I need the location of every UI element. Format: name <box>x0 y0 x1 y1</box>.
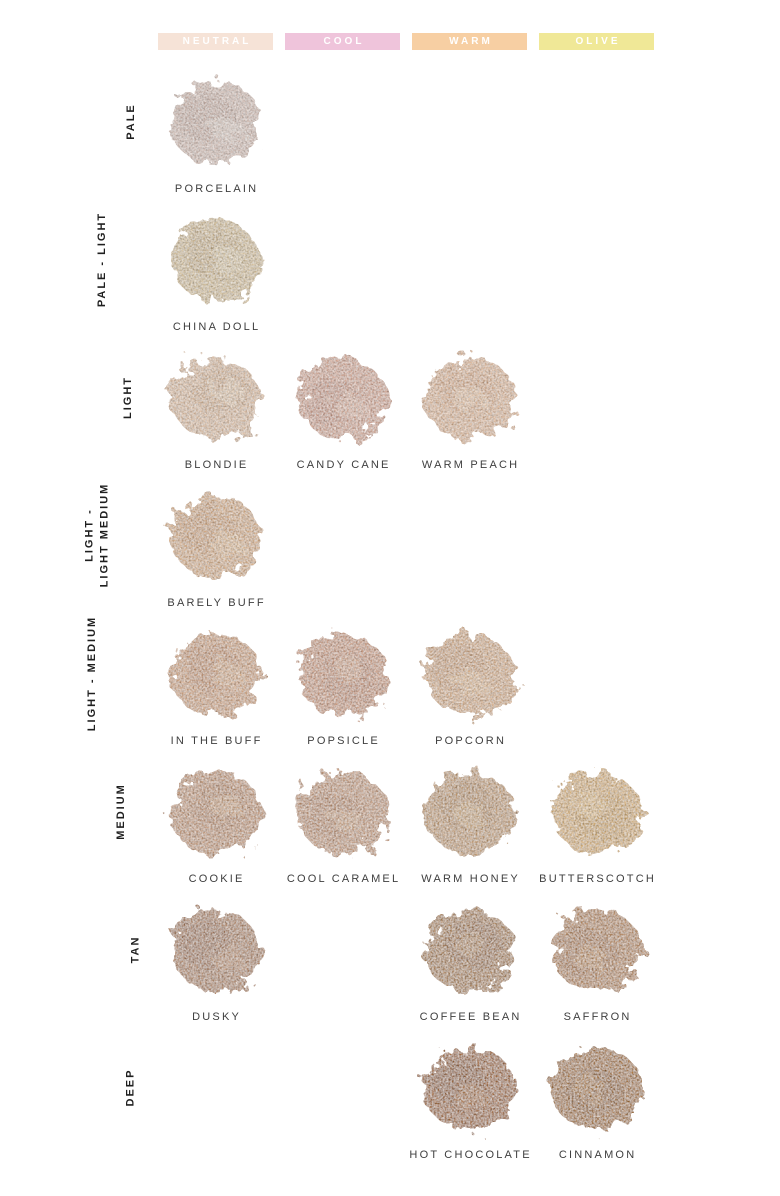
shade-name: CANDY CANE <box>296 459 391 471</box>
shade-name: BUTTERSCOTCH <box>539 873 657 885</box>
swatch-cell-light-neutral <box>152 336 279 474</box>
shade-name: WARM HONEY <box>421 873 520 885</box>
powder-swatch-image <box>153 482 279 596</box>
swatch-cell-pale-light-neutral <box>152 198 279 336</box>
powder-swatch-image <box>280 344 406 458</box>
swatch-cell-light-medium-neutral <box>152 612 279 750</box>
powder-swatch-image <box>153 68 279 182</box>
shade-name: WARM PEACH <box>421 459 520 471</box>
shade-name: COOL CARAMEL <box>286 873 401 885</box>
swatch-cell-light-warm <box>406 336 533 474</box>
swatch-cell-light-light-medium-cool <box>279 474 406 612</box>
swatch-cell-light-medium-warm <box>406 612 533 750</box>
powder-swatch-image <box>153 758 279 872</box>
row-label-line: LIGHT <box>122 375 134 419</box>
shade-row-deep <box>0 1026 780 1164</box>
swatch-cell-deep-olive <box>533 1026 660 1164</box>
powder-swatch-image <box>407 758 533 872</box>
swatch-cell-light-olive <box>533 336 660 474</box>
shade-row-pale-light <box>0 198 780 336</box>
shade-grid-rows <box>0 50 780 1164</box>
shade-row-light-light-medium <box>0 474 780 612</box>
shade-name: HOT CHOCOLATE <box>409 1149 532 1161</box>
row-label-cell <box>0 750 152 888</box>
swatch-cell-deep-neutral <box>152 1026 279 1164</box>
shade-name: POPCORN <box>435 735 507 747</box>
shade-row-tan <box>0 888 780 1026</box>
powder-swatch-image <box>534 896 660 1010</box>
column-header-olive: OLIVE <box>539 33 654 50</box>
powder-swatch-image <box>280 758 406 872</box>
row-label-line: DEEP <box>124 1068 137 1106</box>
swatch-cell-medium-warm <box>406 750 533 888</box>
swatch-cell-medium-olive <box>533 750 660 888</box>
powder-swatch-image <box>407 1034 533 1148</box>
powder-swatch-image <box>153 896 279 1010</box>
powder-swatch-image <box>153 206 279 320</box>
row-label-line: LIGHT - <box>83 508 96 562</box>
row-label-line: PALE <box>125 102 138 140</box>
swatch-cell-light-light-medium-neutral <box>152 474 279 612</box>
shade-row-light-medium <box>0 612 780 750</box>
row-label-cell <box>0 612 152 750</box>
column-headers <box>0 0 780 50</box>
row-label-line: LIGHT - MEDIUM <box>85 615 98 731</box>
powder-swatch-image <box>153 344 279 458</box>
swatch-cell-pale-olive <box>533 60 660 198</box>
header-gutter <box>0 33 152 50</box>
powder-swatch-image <box>534 1034 660 1148</box>
swatch-cell-tan-cool <box>279 888 406 1026</box>
shade-name: CINNAMON <box>558 1149 637 1161</box>
shade-row-medium <box>0 750 780 888</box>
swatch-cell-tan-olive <box>533 888 660 1026</box>
swatch-cell-medium-neutral <box>152 750 279 888</box>
swatch-cell-light-cool <box>279 336 406 474</box>
shade-name: BARELY BUFF <box>167 597 266 609</box>
swatch-cell-tan-warm <box>406 888 533 1026</box>
row-label <box>124 1068 139 1106</box>
swatch-cell-pale-warm <box>406 60 533 198</box>
swatch-cell-light-light-medium-warm <box>406 474 533 612</box>
row-label-line: TAN <box>129 935 142 963</box>
swatch-cell-pale-light-olive <box>533 198 660 336</box>
row-label <box>95 211 110 306</box>
shade-name: POPSICLE <box>307 735 380 747</box>
swatch-cell-pale-cool <box>279 60 406 198</box>
swatch-cell-deep-warm <box>406 1026 533 1164</box>
powder-swatch-image <box>407 344 533 458</box>
swatch-cell-deep-cool <box>279 1026 406 1164</box>
shade-name: SAFFRON <box>563 1011 632 1023</box>
shade-row-light <box>0 336 780 474</box>
swatch-cell-pale-light-warm <box>406 198 533 336</box>
shade-name: COOKIE <box>188 873 245 885</box>
swatch-cell-tan-neutral <box>152 888 279 1026</box>
shade-row-pale <box>0 60 780 198</box>
row-label-line: PALE - LIGHT <box>95 211 108 307</box>
column-header-warm: WARM <box>412 33 527 50</box>
swatch-cell-light-medium-olive <box>533 612 660 750</box>
shade-name: CHINA DOLL <box>172 321 261 333</box>
shade-name: IN THE BUFF <box>170 735 263 747</box>
swatch-cell-light-light-medium-olive <box>533 474 660 612</box>
row-label-cell <box>0 198 152 336</box>
row-label-line: MEDIUM <box>115 782 128 840</box>
shade-name: COFFEE BEAN <box>419 1011 522 1023</box>
powder-swatch-image <box>407 620 533 734</box>
powder-swatch-image <box>280 620 406 734</box>
row-label <box>124 103 139 140</box>
row-label-cell <box>0 888 152 1026</box>
row-label <box>114 783 129 840</box>
row-label-line: LIGHT MEDIUM <box>98 482 111 588</box>
powder-swatch-image <box>534 758 660 872</box>
row-label-cell <box>0 1026 152 1164</box>
swatch-cell-pale-light-cool <box>279 198 406 336</box>
swatch-cell-pale-neutral <box>152 60 279 198</box>
column-header-neutral: NEUTRAL <box>158 33 273 50</box>
column-header-cool: COOL <box>285 33 400 50</box>
row-label <box>121 376 136 419</box>
row-label <box>129 935 144 963</box>
powder-swatch-image <box>153 620 279 734</box>
row-label-cell <box>0 60 152 198</box>
row-label <box>85 615 100 730</box>
row-label-cell <box>0 474 152 612</box>
powder-swatch-image <box>407 896 533 1010</box>
row-label-cell <box>0 336 152 474</box>
shade-name: BLONDIE <box>184 459 249 471</box>
shade-name: DUSKY <box>192 1011 242 1023</box>
swatch-cell-medium-cool <box>279 750 406 888</box>
swatch-cell-light-medium-cool <box>279 612 406 750</box>
row-label <box>83 483 113 588</box>
shade-name: PORCELAIN <box>174 183 259 195</box>
